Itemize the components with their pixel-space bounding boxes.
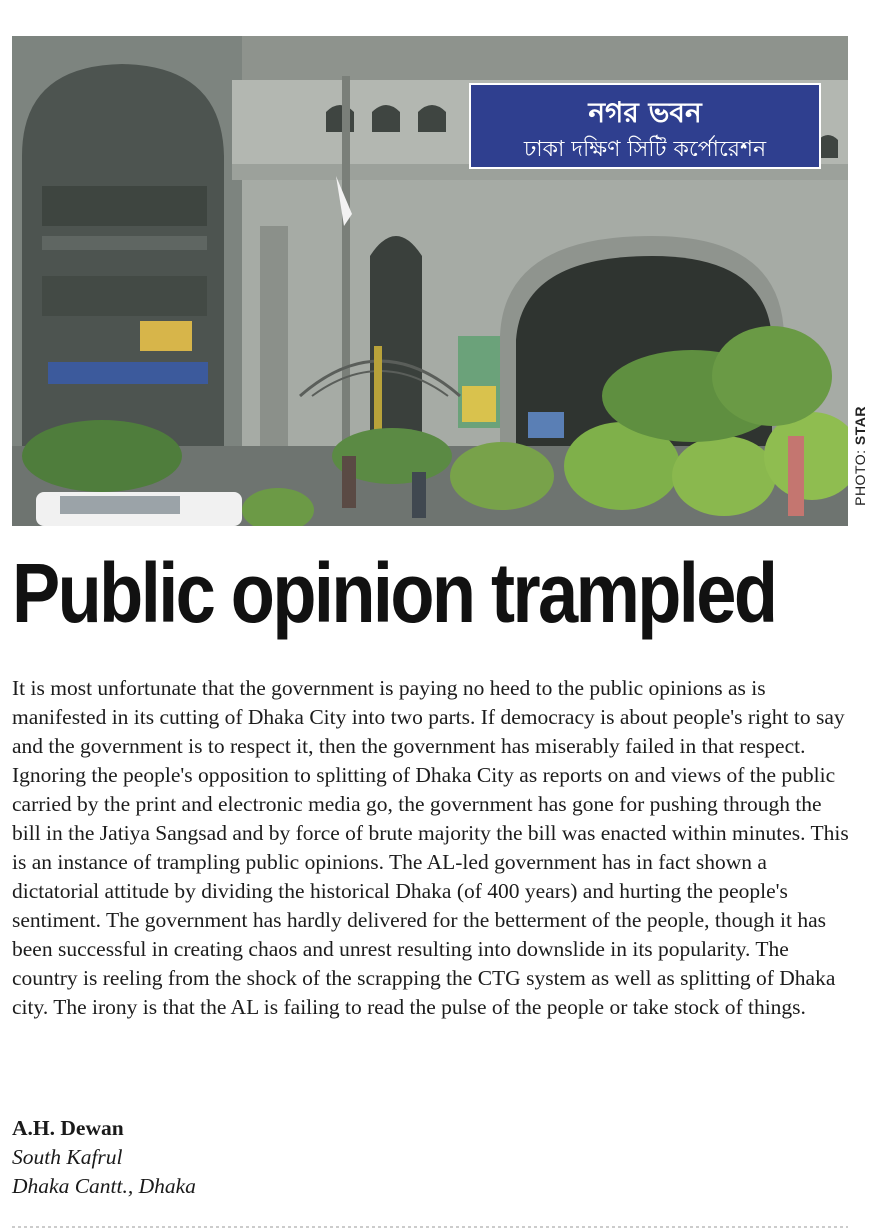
sign-line-2: ঢাকা দক্ষিণ সিটি কর্পোরেশন <box>523 137 767 162</box>
photo-credit-prefix: PHOTO: <box>852 445 868 506</box>
city-corporation-building-illustration <box>12 36 848 526</box>
article-photo <box>12 36 848 526</box>
photo-credit-name: STAR <box>852 406 868 446</box>
author-address-line-2: Dhaka Cantt., Dhaka <box>12 1174 196 1198</box>
photo-credit <box>848 406 872 526</box>
byline <box>12 1114 612 1201</box>
article-body: It is most unfortunate that the government is paying no heed to the public opinions as is manifested in its cutting of Dhaka City into two parts. If democracy is about people's right to say and the government is to respect it, then the government has miserably failed in that respect. Ignoring the people's opposition to splitting of Dhaka City as reports on and views of the public carried by the print and electronic media go, the government has gone for pushing through the bill in the Jatiya Sangsad and by force of brute majority the bill was enacted within minutes. This is an instance of trampling public opinions. The AL-led government has in fact shown a dictatorial attitude by dividing the historical Dhaka (of 400 years) and hurting the people's sentiment. The government has hardly delivered for the betterment of the people, though it has been successful in creating chaos and unrest resulting into downslide in its popularity. The country is reeling from the shock of the scrapping the CTG system as well as splitting of Dhaka city. The irony is that the AL is failing to read the pulse of the people or take stock of things. <box>12 676 849 1019</box>
headline: Public opinion trampled <box>12 546 776 640</box>
bottom-divider <box>12 1226 848 1228</box>
author-address-line-1: South Kafrul <box>12 1145 123 1169</box>
author-name: A.H. Dewan <box>12 1116 124 1140</box>
sign-line-1: নগর ভবন <box>588 96 702 129</box>
